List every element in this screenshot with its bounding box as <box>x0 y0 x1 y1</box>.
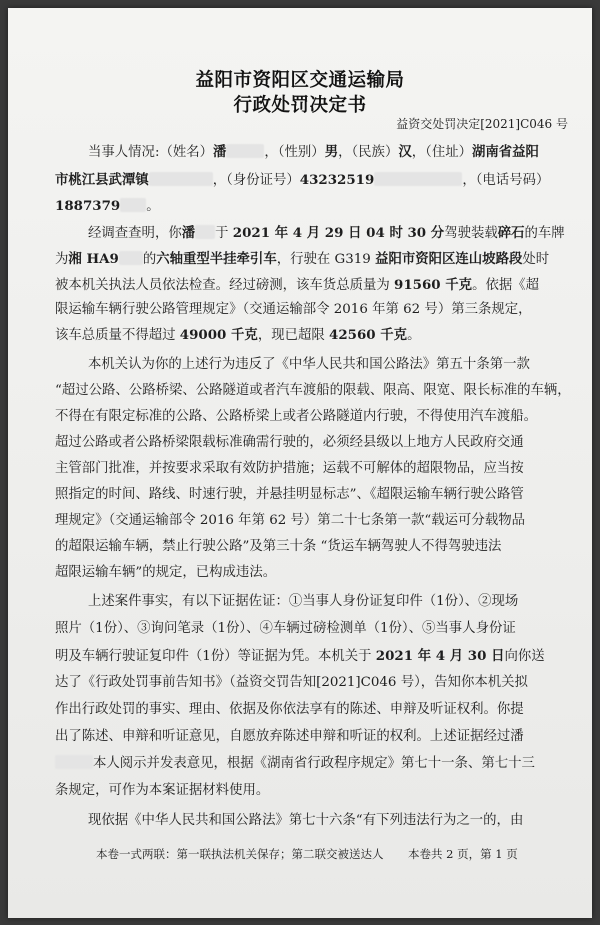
legal-line-1: 本机关认为你的上述行为违反了《中华人民共和国公路法》第五十条第一款 <box>88 357 530 372</box>
party-line-2: 市桃江县武潭镇 ，（身份证号）43232519 ，（电话号码） <box>55 172 550 188</box>
decision-line-1: 现依据《中华人民共和国公路法》第七十六条“有下列违法行为之一的，由 <box>88 813 524 828</box>
evidence-line-7: 本人阅示并发表意见，根据《湖南省行政程序规定》第七十一条、第七十三 <box>55 755 535 773</box>
legal-line-7: 理规定》（交通运输部令 2016 年第 62 号）第二十七条第一款“载运可分载物品 <box>55 513 526 528</box>
legal-line-4: 超过公路或者公路桥梁限载标准确需行驶的，必须经县级以上地方人民政府交通 <box>55 435 524 450</box>
footer-page-number: 本卷共 2 页，第 1 页 <box>408 847 518 861</box>
redaction-block <box>120 198 146 212</box>
document-page <box>8 8 592 918</box>
evidence-line-4: 达了《行政处罚事前告知书》（益资交罚告知[2021]C046 号），告知你本机关拟 <box>55 675 528 690</box>
redaction-block <box>374 172 462 186</box>
party-line-1: 当事人情况:（姓名）潘 ，（性别）男，（民族）汉，（住址）湖南省益阳 <box>88 144 539 160</box>
document-number: 益资交处罚决定[2021]C046 号 <box>396 117 568 131</box>
evidence-line-6: 出了陈述、申辩和听证意见，自愿放弃陈述申辩和听证的权利。上述证据经过潘 <box>55 729 524 744</box>
redaction-block <box>195 225 215 239</box>
redaction-block <box>119 251 143 265</box>
evidence-line-3: 明及车辆行驶证复印件（1份）等证据为凭。本机关于 2021 年 4 月 30 日向你送 <box>55 648 545 664</box>
redaction-block <box>55 755 93 769</box>
legal-line-8: 的超限运输车辆，禁止行驶公路”及第三十条 “货运车辆驾驶人不得驾驶违法 <box>55 539 502 554</box>
evidence-line-2: 照片（1份）、③询问笔录（1份）、④车辆过磅检测单（1份）、⑤当事人身份证 <box>55 621 516 636</box>
legal-line-6: 照指定的时间、路线、时速行驶，并悬挂明显标志”、《超限运输车辆行驶公路管 <box>55 487 524 502</box>
evidence-line-5: 作出行政处罚的事实、理由、依据及你依法享有的陈述、申辩及听证权利。你提 <box>55 702 524 717</box>
footer-copies-note: 本卷一式两联：第一联执法机关保存；第二联交被送达人 <box>96 847 384 861</box>
evidence-line-8: 条规定，可作为本案证据材料使用。 <box>55 783 270 798</box>
facts-line-2: 为湘 HA9 的六轴重型半挂牵引车，行驶在 G319 益阳市资阳区连山坡路段处时 <box>55 251 550 267</box>
legal-line-9: 超限运输车辆”的规定，已构成违法。 <box>55 565 277 580</box>
facts-line-3: 被本机关执法人员依法检查。经过磅测，该车货总质量为 91560 千克。依据《超 <box>55 277 540 293</box>
legal-line-2: “超过公路、公路桥梁、公路隧道或者汽车渡船的限载、限高、限宽、限长标准的车辆， <box>55 383 571 398</box>
document-title: 行政处罚决定书 <box>233 95 367 116</box>
legal-line-3: 不得在有限定标准的公路、公路桥梁上或者公路隧道内行驶，不得使用汽车渡船。 <box>55 409 538 424</box>
redaction-block <box>149 172 213 186</box>
party-line-3: 1887379 。 <box>55 198 160 214</box>
facts-line-4: 限运输车辆行驶公路管理规定》（交通运输部令 2016 年第 62 号）第三条规定， <box>55 302 532 317</box>
evidence-line-1: 上述案件事实，有以下证据佐证：①当事人身份证复印件（1份）、②现场 <box>88 594 519 609</box>
redaction-block <box>226 144 264 158</box>
facts-line-1: 经调查查明，你潘 于 2021 年 4 月 29 日 04 时 30 分驾驶装载碎石的车牌 <box>88 225 565 241</box>
legal-line-5: 主管部门批准，并按要求采取有效防护措施；运载不可解体的超限物品，应当按 <box>55 461 524 476</box>
agency-title: 益阳市资阳区交通运输局 <box>195 70 405 91</box>
facts-line-5: 该车总质量不得超过 49000 千克，现已超限 42560 千克。 <box>55 327 421 343</box>
